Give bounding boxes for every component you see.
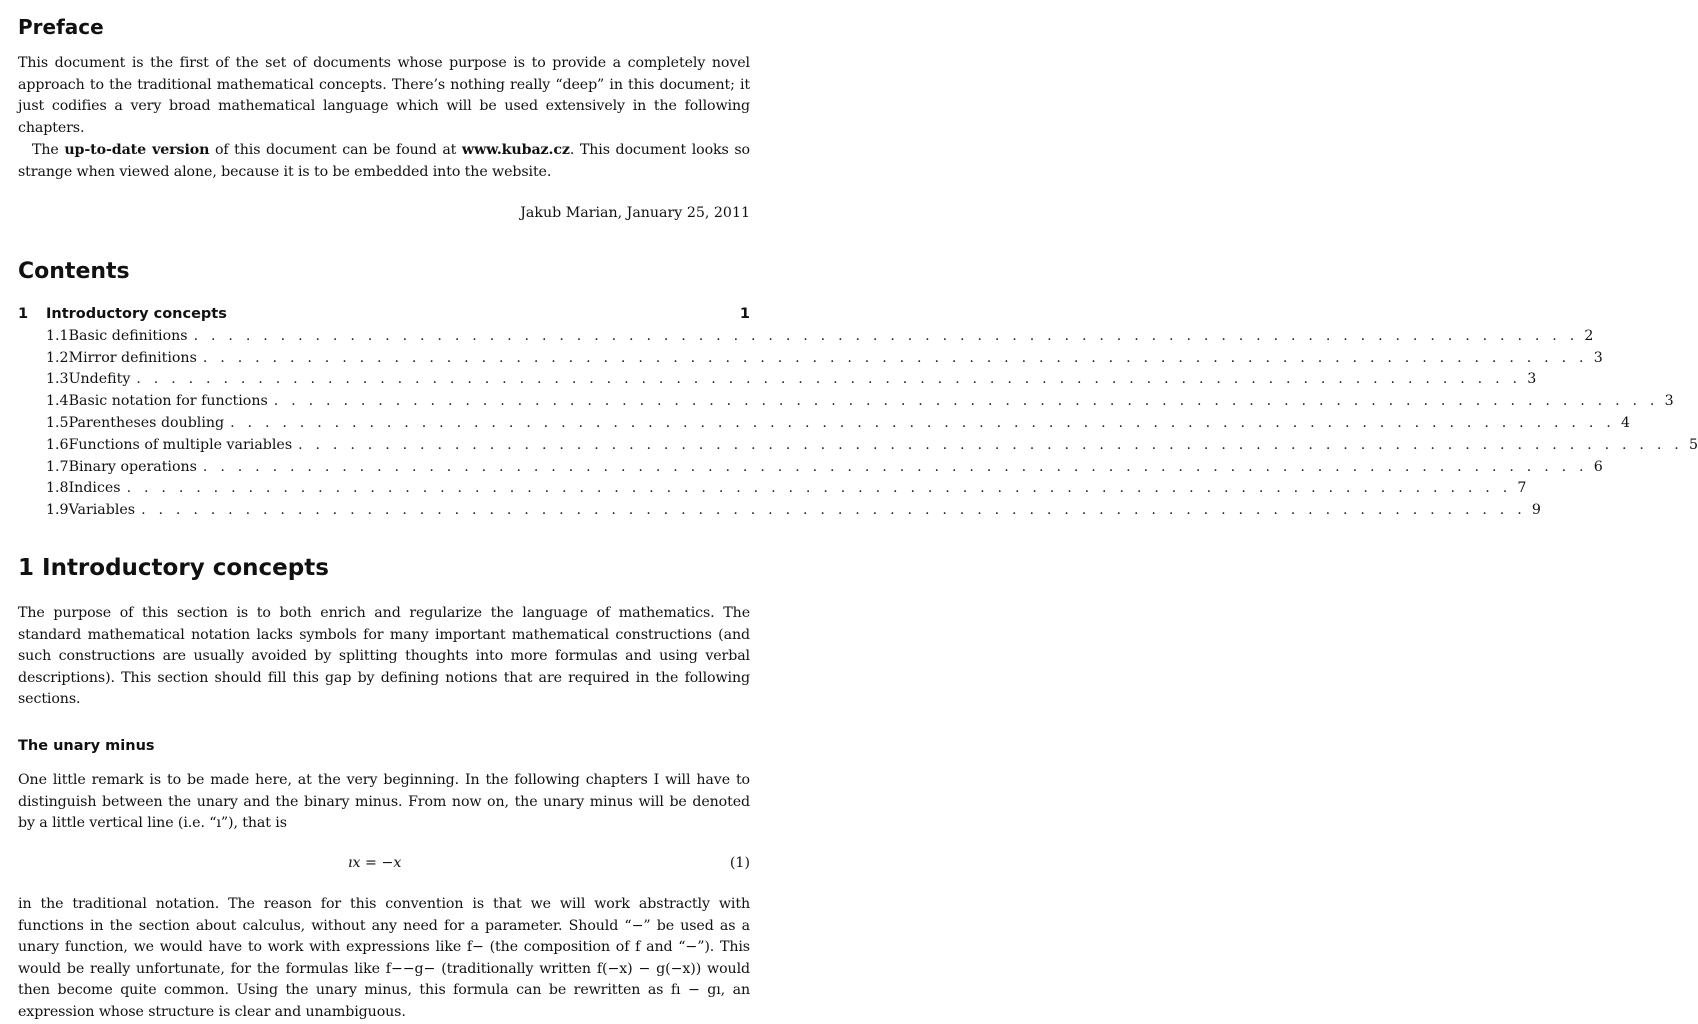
unary-minus-heading: The unary minus <box>18 738 155 754</box>
toc-leader-dots: . . . . . . . . . . . . . . . . . . . . . . . . . . . . . . . . . . . . . . . . . . . . . . . . . . . . . . . . . . . . . . . . . . . . . . . . . . . . . . . . <box>202 349 1588 366</box>
toc-item-page: 3 <box>1527 371 1537 388</box>
toc-item-page: 5 <box>1688 436 1698 453</box>
unary-minus-explanation: in the traditional notation. The reason for this convention is that we will work abstractly with functions in the section about calculus, without any need for a parameter. Should “−” be used as a unary function, we would have to work with expressions like f− (the composition of f and “−”). This would be really unfortunate, for the formulas like f−−g− (traditionally written f(−x) − g(−x)) would then become quite common. Using the unary minus, this formula can be rewritten as fı − gı, an expression whose structure is clear and unambiguous. <box>18 896 750 1020</box>
toc-item[interactable] <box>18 393 1674 415</box>
toc-item-title: Binary operations <box>68 458 197 475</box>
toc-leader-dots: . . . . . . . . . . . . . . . . . . . . . . . . . . . . . . . . . . . . . . . . . . . . . . . . . . . . . . . . . . . . . . . . . . . . . . . . . . . . . . . . <box>202 458 1588 475</box>
toc-leader-dots: . . . . . . . . . . . . . . . . . . . . . . . . . . . . . . . . . . . . . . . . . . . . . . . . . . . . . . . . . . . . . . . . . . . . . . . . . . . . . . . . <box>136 371 1522 388</box>
up-to-date-version-text: up-to-date version <box>64 142 210 158</box>
toc-item-page: 7 <box>1517 480 1527 497</box>
section-1-paragraph: The purpose of this section is to both enrich and regularize the language of mathematics. The standard mathematical notation lacks symbols for many important mathematical constructions (and such constructions are usually avoided by splitting thoughts into more formulas and using verbal descriptions). This section should fill this gap by defining notions that are required in the following sections. <box>18 605 750 707</box>
toc-item-page: 3 <box>1593 349 1603 366</box>
equation-body: ıx = −x <box>348 855 402 871</box>
toc-item-title: Parentheses doubling <box>68 414 225 431</box>
toc-item-page: 2 <box>1584 327 1594 344</box>
toc-item-number: 1.4 <box>46 393 69 410</box>
toc-item-number: 1.3 <box>46 371 69 388</box>
toc-item-number: 1.1 <box>46 327 69 344</box>
section-1-heading: 1 Introductory concepts <box>18 555 329 581</box>
table-of-contents <box>18 306 1698 524</box>
toc-leader-dots: . . . . . . . . . . . . . . . . . . . . . . . . . . . . . . . . . . . . . . . . . . . . . . . . . . . . . . . . . . . . . . . . . . . . . . . . . . . . . . . . <box>193 327 1579 344</box>
toc-item[interactable] <box>18 480 1527 502</box>
author-signature: Jakub Marian, January 25, 2011 <box>520 205 750 221</box>
toc-item-title: Undefity <box>68 371 131 388</box>
toc-item[interactable] <box>18 436 1698 459</box>
toc-item[interactable] <box>18 458 1603 481</box>
toc-item-title: Mirror definitions <box>68 349 197 366</box>
toc-item[interactable] <box>18 349 1603 372</box>
toc-item-number: 1.6 <box>46 436 69 453</box>
preface-heading: Preface <box>18 15 104 39</box>
toc-item-page: 4 <box>1620 414 1630 431</box>
toc-item-number: 1.5 <box>46 414 69 431</box>
toc-item-number: 1.7 <box>46 458 69 475</box>
toc-item-title: Basic notation for functions <box>68 393 268 410</box>
toc-leader-dots: . . . . . . . . . . . . . . . . . . . . . . . . . . . . . . . . . . . . . . . . . . . . . . . . . . . . . . . . . . . . . . . . . . . . . . . . . . . . . . . . <box>273 393 1659 410</box>
equation-number: (1) <box>729 855 750 871</box>
toc-item-number: 1.2 <box>46 349 69 366</box>
toc-leader-dots: . . . . . . . . . . . . . . . . . . . . . . . . . . . . . . . . . . . . . . . . . . . . . . . . . . . . . . . . . . . . . . . . . . . . . . . . . . . . . . . . <box>230 414 1615 431</box>
toc-subsection-list <box>18 327 1698 524</box>
toc-section-1[interactable]: 1 Introductory concepts 1 <box>18 306 750 322</box>
toc-item-title: Basic definitions <box>68 327 188 344</box>
unary-minus-paragraph: One little remark is to be made here, at the very beginning. In the following chapters I will have to distinguish between the unary and the binary minus. From now on, the unary minus will be denoted by a little vertical line (i.e. “ı”), that is <box>18 772 750 831</box>
toc-leader-dots: . . . . . . . . . . . . . . . . . . . . . . . . . . . . . . . . . . . . . . . . . . . . . . . . . . . . . . . . . . . . . . . . . . . . . . . . . . . . . . . . <box>141 502 1526 519</box>
toc-item[interactable] <box>18 502 1541 524</box>
toc-item-title: Functions of multiple variables <box>68 436 293 453</box>
toc-item[interactable] <box>18 327 1594 350</box>
toc-item-page: 3 <box>1664 393 1674 410</box>
preface-paragraph-1: This document is the first of the set of documents whose purpose is to provide a completely novel approach to the traditional mathematical concepts. There’s nothing really “deep” in this document; it just codifies a very broad mathematical language which will be used extensively in the following chapters. <box>18 55 750 136</box>
toc-item-title: Indices <box>68 480 121 497</box>
toc-leader-dots: . . . . . . . . . . . . . . . . . . . . . . . . . . . . . . . . . . . . . . . . . . . . . . . . . . . . . . . . . . . . . . . . . . . . . . . . . . . . . . . . <box>298 436 1683 453</box>
toc-item-page: 6 <box>1593 458 1603 475</box>
toc-leader-dots: . . . . . . . . . . . . . . . . . . . . . . . . . . . . . . . . . . . . . . . . . . . . . . . . . . . . . . . . . . . . . . . . . . . . . . . . . . . . . . . . <box>126 480 1512 497</box>
contents-heading: Contents <box>18 259 130 284</box>
toc-item-number: 1.8 <box>46 480 69 497</box>
website-link[interactable]: www.kubaz.cz <box>461 142 570 158</box>
toc-item-page: 9 <box>1531 502 1541 519</box>
toc-item[interactable] <box>18 414 1630 437</box>
toc-item[interactable] <box>18 371 1537 393</box>
preface-paragraph-2: The up-to-date version of this document can be found at www.kubaz.cz. This document looks so strange when viewed alone, because it is to be embedded into the website. <box>18 142 750 180</box>
toc-item-number: 1.9 <box>46 502 69 519</box>
toc-item-title: Variables <box>68 502 136 519</box>
